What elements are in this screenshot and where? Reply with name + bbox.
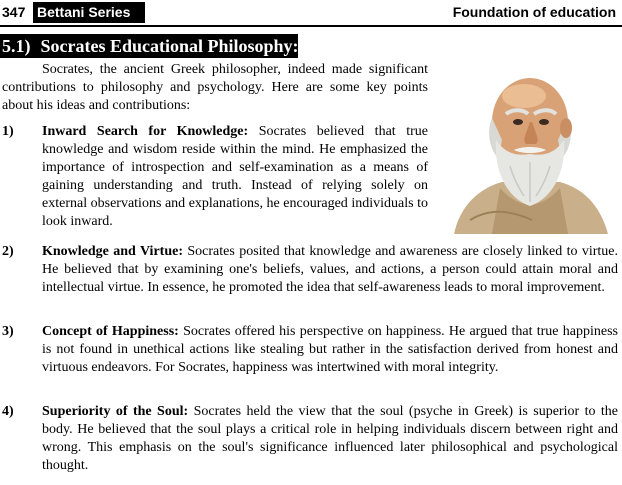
item-text (42, 123, 428, 231)
item-body: Socrates offered his perspective on happiness. He argued that true happiness is not found in unethical actions like stealing but rather in the satisfaction derived from honest and virtuous endeavors. For Socrates, happiness was intertwined with moral integrity. (42, 324, 618, 375)
item-index: 4) (2, 404, 14, 419)
page-header (0, 0, 622, 26)
section-heading (0, 34, 298, 58)
item-index: 3) (2, 324, 14, 339)
header-divider (0, 25, 622, 27)
intro-paragraph: Socrates, the ancient Greek philosopher, indeed made significant contributions to philosophy and psychology. Here are some key points about his ideas and contributions: (2, 62, 428, 113)
item-title: Superiority of the Soul: (42, 404, 189, 419)
item-body: Socrates posited that knowledge and awareness are closely linked to virtue. He believed that by examining one's beliefs, values, and actions, a person could attain moral and intellectual virtue. In essence, he promoted the idea that self-awareness leads to moral improvement. (42, 244, 619, 295)
page-number: 347 (2, 4, 26, 20)
item-body: Socrates believed that true knowledge and wisdom reside within the mind. He emphasized the importance of introspection and self-examination as a means of gaining understanding and truth. Instead of relying solely on external observations and explanations, he encouraged individuals to look inward. (42, 124, 428, 229)
item-title: Inward Search for Knowledge: (42, 124, 249, 139)
section-title: Socrates Educational Philosophy: (40, 36, 299, 56)
item-text (42, 243, 618, 297)
section-number: 5.1) (2, 36, 31, 56)
socrates-portrait-icon (440, 70, 618, 234)
series-label: Bettani Series (33, 2, 145, 23)
item-title: Knowledge and Virtue: (42, 244, 183, 259)
item-index: 1) (2, 124, 14, 139)
book-title: Foundation of education (452, 4, 616, 20)
item-text (42, 403, 618, 475)
item-index: 2) (2, 244, 14, 259)
item-title: Concept of Happiness: (42, 324, 179, 339)
item-body: Socrates held the view that the soul (psyche in Greek) is superior to the body. He believed that the soul plays a critical role in helping individuals discern between right and wrong. This emphasis on the soul's significance influenced later philosophical and psychological thought. (42, 404, 619, 473)
item-text (42, 323, 618, 377)
